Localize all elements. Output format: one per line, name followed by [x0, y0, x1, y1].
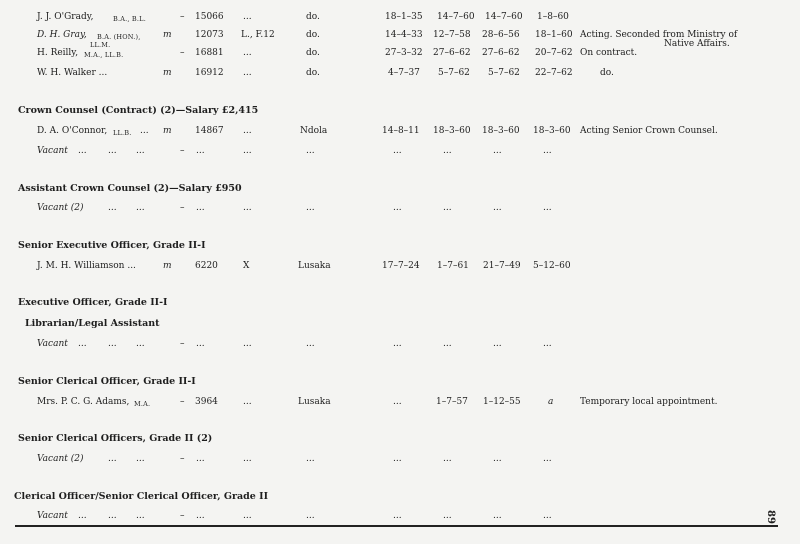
gender: m: [163, 30, 172, 40]
classification: ...: [243, 68, 252, 78]
section-heading: Executive Officer, Grade II-I: [18, 297, 168, 308]
leader-dots: ...: [108, 511, 117, 521]
leader-dots: ...: [243, 511, 252, 521]
section-heading: Senior Executive Officer, Grade II-I: [18, 240, 206, 251]
gender-dash: –: [180, 339, 185, 349]
station: do.: [306, 12, 320, 22]
gender-dash: –: [180, 12, 185, 22]
leader-dots: ...: [78, 339, 87, 349]
sub-heading: Librarian/Legal Assistant: [25, 318, 160, 329]
file-number: 16912: [195, 68, 224, 78]
first-appointment: 14–7–60: [485, 12, 523, 22]
leader-dots: ...: [196, 511, 205, 521]
remarks: Acting Senior Crown Counsel.: [580, 126, 718, 136]
station: Lusaka: [298, 261, 331, 271]
leader-dots: ...: [393, 146, 402, 156]
leader-dots: ...: [306, 339, 315, 349]
gender-dash: –: [180, 48, 185, 58]
leader-dots: ...: [443, 511, 452, 521]
leader-dots: ...: [543, 339, 552, 349]
date-of-appointment: 1–7–61: [437, 261, 469, 271]
gender-dash: –: [180, 511, 185, 521]
officer-qualification: LL.B.: [113, 129, 132, 137]
leader-dots: ...: [136, 511, 145, 521]
vacant-label: Vacant (2): [37, 454, 84, 464]
station: Lusaka: [298, 397, 331, 407]
leader-dots: ...: [136, 203, 145, 213]
leader-dots: ...: [78, 146, 87, 156]
leader-dots: ...: [443, 146, 452, 156]
station: Ndola: [300, 126, 328, 136]
remarks: Temporary local appointment.: [580, 397, 718, 407]
leader-dots: ...: [136, 454, 145, 464]
gender: m: [163, 126, 172, 136]
leader-dots: ...: [136, 339, 145, 349]
first-appointment: 5–7–62: [488, 68, 520, 78]
leader-dots: ...: [196, 339, 205, 349]
station: do.: [306, 30, 320, 40]
officer-qualification: M.A., LL.B.: [84, 51, 124, 59]
file-number: 3964: [195, 397, 218, 407]
leader-dots: ...: [493, 454, 502, 464]
leader-dots: ...: [306, 203, 315, 213]
leader-dots: ...: [493, 339, 502, 349]
officer-name: J. M. H. Williamson ...: [37, 261, 136, 271]
first-appointment: 27–6–62: [482, 48, 520, 58]
officer-name: W. H. Walker ...: [37, 68, 108, 78]
station: do.: [306, 48, 320, 58]
leader-dots: ...: [196, 146, 205, 156]
officer-name: D. H. Gray,: [37, 30, 87, 40]
remarks: Acting. Seconded from Ministry of: [580, 30, 738, 40]
leader-dots: ...: [306, 454, 315, 464]
officer-qualification: B.A. (HON.),: [97, 33, 141, 41]
first-appointment: 18–3–60: [482, 126, 520, 136]
date-of-birth: 17–7–24: [382, 261, 420, 271]
remarks: do.: [600, 68, 614, 78]
gender-dash: –: [180, 397, 185, 407]
leader-dots: ...: [443, 339, 452, 349]
vacant-label: Vacant: [37, 511, 68, 521]
leader-dots: ...: [543, 454, 552, 464]
classification: L., F.12: [241, 30, 275, 40]
officer-qualification: M.A.: [134, 400, 151, 408]
leader-dots: ...: [543, 146, 552, 156]
gender-dash: –: [180, 203, 185, 213]
leader-dots: ...: [108, 146, 117, 156]
leader-dots: ...: [306, 511, 315, 521]
page-number: 89: [765, 510, 776, 524]
date-of-appointment: 14–7–60: [437, 12, 475, 22]
station: do.: [306, 68, 320, 78]
vacant-label: Vacant (2): [37, 203, 84, 213]
file-number: 15066: [195, 12, 224, 22]
section-heading: Assistant Crown Counsel (2)—Salary £950: [18, 183, 242, 194]
remarks-2: Native Affairs.: [664, 39, 730, 49]
date-of-birth: ...: [393, 397, 402, 407]
leader-dots: ...: [243, 339, 252, 349]
grade-date: 22–7–62: [535, 68, 573, 78]
grade-date: 1–8–60: [537, 12, 569, 22]
leader-dots: ...: [493, 511, 502, 521]
officer-name: J. J. O'Grady,: [37, 12, 94, 22]
classification: ...: [243, 397, 252, 407]
leader-dots: ...: [393, 203, 402, 213]
date-of-birth: 4–7–37: [388, 68, 420, 78]
classification: X: [243, 261, 250, 271]
leader-dots: ...: [243, 203, 252, 213]
vacant-label: Vacant: [37, 339, 68, 349]
first-appointment: 21–7–49: [483, 261, 521, 271]
section-heading: Senior Clerical Officers, Grade II (2): [18, 433, 213, 444]
file-number: 6220: [195, 261, 218, 271]
date-of-birth: 18–1–35: [385, 12, 423, 22]
gender-dash: –: [180, 454, 185, 464]
date-of-appointment: 27–6–62: [433, 48, 471, 58]
leader-dots: ...: [543, 203, 552, 213]
officer-name: D. A. O'Connor,: [37, 126, 108, 136]
gender: m: [163, 68, 172, 78]
first-appointment: 1–12–55: [483, 397, 521, 407]
leader-dots: ...: [108, 203, 117, 213]
leader-dots: ...: [108, 339, 117, 349]
officer-name: Mrs. P. C. G. Adams,: [37, 397, 130, 407]
section-heading: Crown Counsel (Contract) (2)—Salary £2,415: [18, 105, 259, 116]
leader-dots: ...: [196, 203, 205, 213]
leader-dots: ...: [196, 454, 205, 464]
leader-dots: ...: [393, 454, 402, 464]
gender: m: [163, 261, 172, 271]
leader-dots: ...: [443, 203, 452, 213]
date-of-appointment: 5–7–62: [438, 68, 470, 78]
classification: ...: [243, 48, 252, 58]
vacant-label: Vacant: [37, 146, 68, 156]
leader-dots: ...: [243, 454, 252, 464]
gender-dash: –: [180, 146, 185, 156]
file-number: 16881: [195, 48, 224, 58]
remarks: On contract.: [580, 48, 638, 58]
leader-dots: ...: [140, 126, 149, 136]
file-number: 14867: [195, 126, 224, 136]
file-number: 12073: [195, 30, 224, 40]
officer-qualification-2: LL.M.: [90, 41, 111, 49]
grade-date: 18–3–60: [533, 126, 571, 136]
grade-date: 5–12–60: [533, 261, 571, 271]
section-heading: Clerical Officer/Senior Clerical Officer, Grade II: [14, 491, 269, 502]
grade-date: 20–7–62: [535, 48, 573, 58]
date-of-birth: 14–8–11: [382, 126, 420, 136]
leader-dots: ...: [443, 454, 452, 464]
leader-dots: ...: [108, 454, 117, 464]
grade-date: a: [548, 397, 554, 407]
leader-dots: ...: [78, 511, 87, 521]
bottom-rule: [15, 525, 778, 527]
leader-dots: ...: [543, 511, 552, 521]
first-appointment: 28–6–56: [482, 30, 520, 40]
officer-qualification: B.A., B.L.: [113, 15, 146, 23]
classification: ...: [243, 12, 252, 22]
classification: ...: [243, 126, 252, 136]
leader-dots: ...: [393, 339, 402, 349]
leader-dots: ...: [136, 146, 145, 156]
date-of-birth: 27–3–32: [385, 48, 423, 58]
date-of-appointment: 1–7–57: [436, 397, 468, 407]
date-of-appointment: 12–7–58: [433, 30, 471, 40]
date-of-birth: 14–4–33: [385, 30, 423, 40]
leader-dots: ...: [493, 146, 502, 156]
officer-name: H. Reilly,: [37, 48, 79, 58]
leader-dots: ...: [493, 203, 502, 213]
date-of-appointment: 18–3–60: [433, 126, 471, 136]
section-heading: Senior Clerical Officer, Grade II-I: [18, 376, 196, 387]
leader-dots: ...: [243, 146, 252, 156]
grade-date: 18–1–60: [535, 30, 573, 40]
leader-dots: ...: [306, 146, 315, 156]
leader-dots: ...: [393, 511, 402, 521]
